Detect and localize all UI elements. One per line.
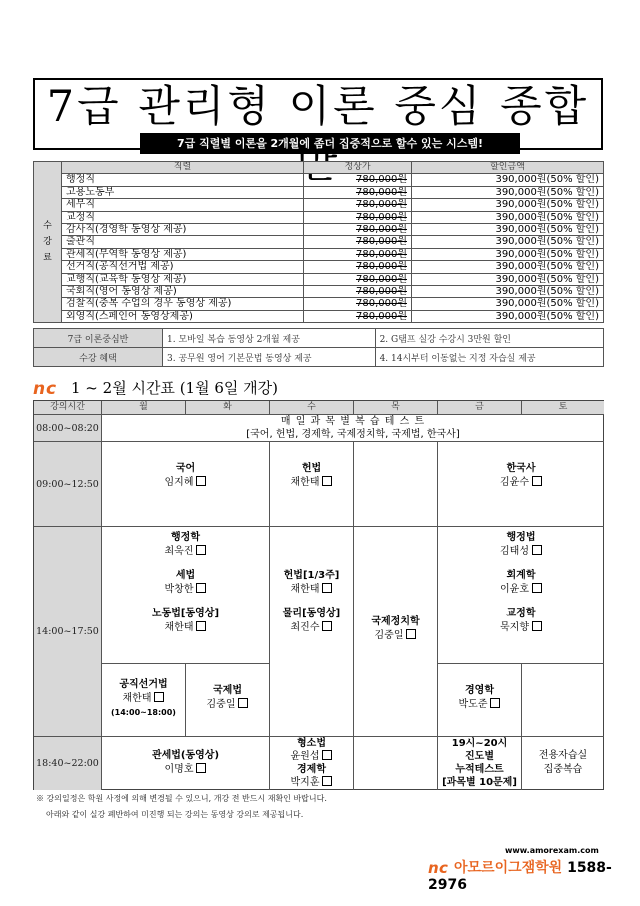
checkbox[interactable]	[196, 583, 206, 593]
class-election-law: 공직선거법 채한태 (14:00~18:00)	[101, 663, 185, 736]
benefits-table	[33, 328, 604, 367]
afternoon-thu: 국제정치학 김중일	[353, 526, 437, 736]
checkbox[interactable]	[238, 698, 248, 708]
benefit-item: 4. 14시부터 이동없는 지정 자습실 제공	[375, 348, 603, 367]
afternoon-mon-tue: 행정학 최욱진 세법 박창한 노동법[동영상] 채한태	[101, 526, 269, 663]
checkbox[interactable]	[196, 621, 206, 631]
review-test: 매 일 과 목 별 복 습 테 스 트 [국어, 헌법, 경제학, 국제정치학, 국제법, 한국사]	[101, 414, 604, 441]
table-row: 고용노동부 780,000원 390,000원(50% 할인)	[34, 186, 604, 198]
table-row: 감사직(경영학 동영상 제공) 780,000원 390,000원(50% 할인)	[34, 224, 604, 236]
class-business: 경영학 박도준	[437, 663, 521, 736]
time-slot-2: 09:00~12:50	[34, 441, 101, 526]
table-row: 외영직(스페인어 동영상제공) 780,000원 390,000원(50% 할인)	[34, 310, 604, 322]
header-thu: 목	[353, 401, 437, 414]
checkbox[interactable]	[322, 476, 332, 486]
empty-cell	[521, 663, 604, 736]
header-time: 강의시간	[34, 401, 101, 414]
checkbox[interactable]	[322, 750, 332, 760]
class-international-law: 국제법 김중일	[185, 663, 269, 736]
table-row: 검찰직(중복 수업의 경우 동영상 제공) 780,000원 390,000원(50% 할인)	[34, 298, 604, 310]
footer-academy: n c 아모르이그잼학원 1588-2976	[428, 859, 612, 893]
afternoon-wed: 헌법[1/3주] 채한태 물리[동영상] 최진수	[269, 526, 353, 736]
checkbox[interactable]	[154, 692, 164, 702]
afternoon-fri-sat: 행정법 김태성 회계학 이윤호 교정학 묵지향	[437, 526, 604, 663]
note-1: ※ 강의일정은 학원 사정에 의해 변경될 수 있으니, 개강 전 반드시 재확인 바랍니다.	[36, 794, 327, 803]
table-row: 교정직 780,000원 390,000원(50% 할인)	[34, 211, 604, 223]
checkbox[interactable]	[532, 621, 542, 631]
checkbox[interactable]	[406, 629, 416, 639]
table-row: 세무직 780,000원 390,000원(50% 할인)	[34, 199, 604, 211]
header-mon: 월	[101, 401, 185, 414]
table-row: 교행직(교육학 동영상 제공) 780,000원 390,000원(50% 할인)	[34, 273, 604, 285]
col-header-discount: 할인금액	[412, 162, 604, 174]
class-korean-history: 한국사 김윤수	[437, 441, 604, 526]
time-slot-4: 18:40~22:00	[34, 736, 101, 790]
page-title: 7급 관리형 이론 중심 종합	[46, 82, 590, 132]
table-row: 선거직(공직선거법 제공) 780,000원 390,000원(50% 할인)	[34, 261, 604, 273]
schedule-heading	[33, 376, 278, 400]
fee-side-label: 수 강 료	[34, 162, 62, 323]
table-row: 출관직 780,000원 390,000원(50% 할인)	[34, 236, 604, 248]
academy-logo-icon: n c	[428, 859, 448, 877]
col-header-job: 직렬	[62, 162, 304, 174]
header-fri: 금	[437, 401, 521, 414]
col-header-price: 정상가	[304, 162, 412, 174]
checkbox[interactable]	[532, 476, 542, 486]
table-row: 국회직(영어 동영상 제공) 780,000원 390,000원(50% 할인)	[34, 286, 604, 298]
empty-cell	[353, 736, 437, 790]
fee-table	[33, 161, 604, 323]
benefits-label-1: 7급 이론중심반	[34, 329, 163, 348]
table-row: 관세직(무역학 동영상 제공) 780,000원 390,000원(50% 할인)	[34, 248, 604, 260]
benefit-item: 3. 공무원 영어 기본문법 동영상 제공	[163, 348, 376, 367]
time-slot-3: 14:00~17:50	[34, 526, 101, 736]
class-korean: 국어 임지혜	[101, 441, 269, 526]
checkbox[interactable]	[322, 776, 332, 786]
cumulative-test: 19시~20시 진도별 누적테스트 [과목별 10문제]	[437, 736, 521, 790]
evening-wed: 형소법 윤원섭 경제학 박지훈	[269, 736, 353, 790]
checkbox[interactable]	[532, 545, 542, 555]
timetable	[33, 400, 604, 790]
benefit-item: 2. G탬프 실강 수강시 3만원 할인	[375, 329, 603, 348]
benefits-label-2: 수강 혜택	[34, 348, 163, 367]
table-row: 행정직 780,000원 390,000원(50% 할인)	[34, 174, 604, 186]
checkbox[interactable]	[196, 476, 206, 486]
checkbox[interactable]	[490, 698, 500, 708]
checkbox[interactable]	[322, 621, 332, 631]
checkbox[interactable]	[196, 763, 206, 773]
class-customs-law: 관세법(동영상) 이명호	[101, 736, 269, 790]
checkbox[interactable]	[196, 545, 206, 555]
footer-url[interactable]: www.amorexam.com	[505, 846, 599, 855]
study-room: 전용자습실 집중복습	[521, 736, 604, 790]
checkbox[interactable]	[532, 583, 542, 593]
benefit-item: 1. 모바일 복습 동영상 2개월 제공	[163, 329, 376, 348]
schedule-title: 1 ~ 2월 시간표 (1월 6일 개강)	[71, 379, 278, 397]
class-constitution: 헌법 채한태	[269, 441, 353, 526]
note-2: 아래와 같이 실강 폐반하여 미진행 되는 강의는 동영상 강의로 제공됩니다.	[46, 810, 304, 819]
header-wed: 수	[269, 401, 353, 414]
header-tue: 화	[185, 401, 269, 414]
subtitle-banner: 7급 직렬별 이론을 2개월에 좀더 집중적으로 할수 있는 시스템!	[140, 133, 520, 154]
academy-logo-icon: n c	[33, 379, 57, 399]
checkbox[interactable]	[322, 583, 332, 593]
empty-cell	[353, 441, 437, 526]
time-slot-1: 08:00~08:20	[34, 414, 101, 441]
header-sat: 토	[521, 401, 604, 414]
